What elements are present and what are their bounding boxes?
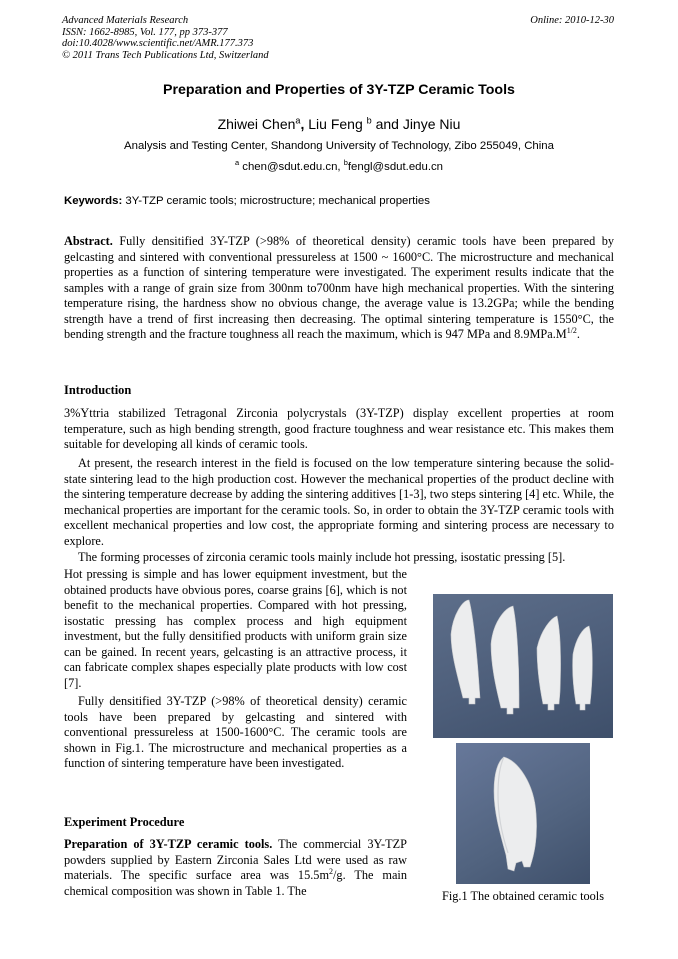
intro-paragraph-3: The forming processes of zirconia ceramic tools mainly include hot pressing, isostatic pressing [5]. (78, 550, 566, 564)
ceramic-tools-image (433, 594, 613, 738)
experiment-text: The commercial 3Y-TZP powders supplied by Eastern Zirconia Sales Ltd were used as raw materials. The specific surface area was 15.5m (64, 837, 407, 882)
author-emails (0, 158, 678, 173)
online-date: Online: 2010-12-30 (530, 15, 614, 26)
author-affil-mark: b (366, 115, 372, 126)
paper-title: Preparation and Properties of 3Y-TZP Ceramic Tools (163, 82, 515, 98)
author-name: Liu Feng (304, 116, 367, 132)
experiment-text-end: /g. The main chemical composition was shown in Table 1. The (64, 868, 407, 898)
abstract-label: Abstract. (64, 234, 113, 248)
subsection-label: Preparation of 3Y-TZP ceramic tools. (64, 837, 273, 851)
figure-photo-single-tool (456, 743, 590, 884)
email-address: chen@sdut.edu.cn, (239, 161, 344, 173)
ceramic-blade (573, 626, 593, 710)
author-affil-mark: a (295, 115, 301, 126)
email-address: fengl@sdut.edu.cn (347, 161, 444, 173)
abstract (64, 234, 614, 343)
affiliation: Analysis and Testing Center, Shandong University of Technology, Zibo 255049, China (124, 140, 554, 152)
keywords-text: 3Y-TZP ceramic tools; microstructure; mechanical properties (122, 195, 430, 207)
keywords (64, 195, 430, 207)
author-list (0, 116, 678, 132)
intro-paragraph-4: Hot pressing is simple and has lower equipment investment, but the obtained products have obvious pores, coarse grains [6], which is not benefit to the mechanical properties. Compared with hot pressing, isostatic pressing has complex process and high equipment investment, but the fully densitified products with uniform grain size can be gained. In recent years, gelcasting is an attractive process, it can fabricate complex shapes especially plate products with low cost [7]. (64, 567, 407, 690)
section-heading-experiment: Experiment Procedure (64, 815, 185, 829)
intro-paragraph-2: At present, the research interest in the field is focused on the low temperature sintering because the solid-state sintering lead to the high production cost. However the mechanical properties of the product decline with the sintering temperature decrease by adding the sintering additives [1-3], two steps sintering [4] etc. While, the mechanical properties are important for the ceramic tools. So, in order to obtain the 3Y-TZP ceramic tools with excellent mechanical properties and low cost, the appropriate forming and sintering process are necessary to explore. (64, 456, 614, 548)
figure-caption: Fig.1 The obtained ceramic tools (442, 889, 604, 903)
ceramic-tool-image (456, 743, 590, 884)
abstract-end: . (576, 327, 580, 341)
abstract-text: Fully densitified 3Y-TZP (>98% of theoretical density) ceramic tools have been prepared by gelcasting and sintered with conventional pressureless at 1500 ~ 1600°C. The microstructure and mechanical properties as a function of sintering temperature were investigated. The experiment results indicate that the samples with a range of grain size from 300nm to700nm have high mechanical properties. With the sintering temperature rising, the hardness show no obvious change, the average value is 13.2GPa; while the bending strength have a trend of first increasing then decreasing. The optimal sintering temperature is 1550°C, the bending strength and the fracture toughness all reach the maximum, which is 947 MPa and 8.9MPa.M (64, 234, 614, 341)
journal-header (62, 15, 269, 61)
experiment-sup: 2 (329, 866, 334, 876)
ceramic-blade (537, 616, 561, 710)
figure-photo-four-tools (433, 594, 613, 738)
journal-doi: doi:10.4028/www.scientific.net/AMR.177.373 (62, 38, 254, 50)
intro-paragraph-5: Fully densitified 3Y-TZP (>98% of theoretical density) ceramic tools have been prepared by gelcasting and sintered with conventional pressureless at 1500-1600°C. The ceramic tools are shown in Fig.1. The microstructure and mechanical properties as a function of sintering temperature have been investigated. (64, 694, 407, 770)
author-name: Zhiwei Chen (217, 116, 296, 132)
author-separator: , (300, 116, 305, 132)
journal-copyright: © 2011 Trans Tech Publications Ltd, Switzerland (62, 49, 269, 61)
experiment-paragraph-1 (64, 837, 407, 899)
abstract-sup: 1/2 (566, 325, 577, 335)
author-name: and Jinye Niu (371, 116, 461, 132)
email-mark: b (343, 158, 348, 168)
journal-issn: ISSN: 1662-8985, Vol. 177, pp 373-377 (62, 26, 228, 38)
keywords-label: Keywords: (64, 195, 123, 207)
ceramic-blade (491, 606, 519, 714)
ceramic-blade (451, 600, 480, 704)
ceramic-knife-blade (494, 757, 537, 871)
intro-paragraph-1: 3%Yttria stabilized Tetragonal Zirconia polycrystals (3Y-TZP) display excellent properties at room temperature, such as high bending strength, good fracture toughness and wear resistance etc. This makes them suitable for developing all kinds of ceramic tools. (64, 406, 614, 451)
journal-name: Advanced Materials Research (62, 15, 189, 26)
email-mark: a (234, 158, 240, 168)
section-heading-introduction: Introduction (64, 383, 132, 397)
